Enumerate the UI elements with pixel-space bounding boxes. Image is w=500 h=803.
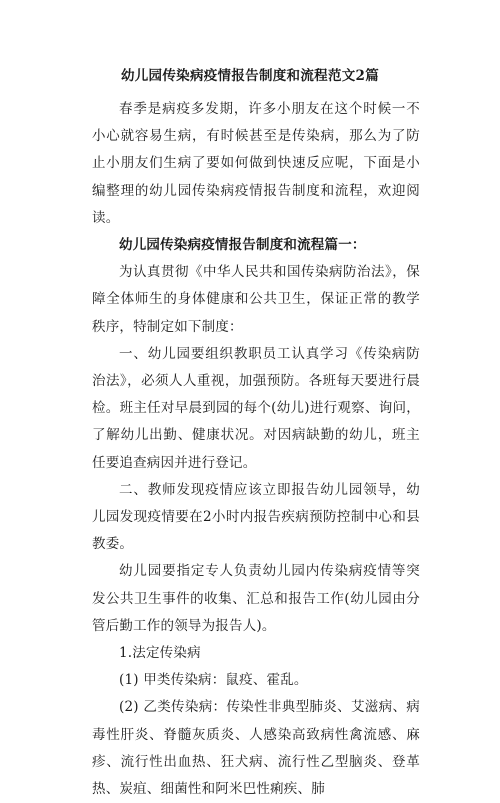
section-heading: 幼儿园传染病疫情报告制度和流程篇一： xyxy=(119,237,366,254)
document-title: 幼儿园传染病疫情报告制度和流程范文2篇 xyxy=(120,68,380,84)
paragraph: 为认真贯彻《中华人民共和国传染病防治法》，保障全体师生的身体健康和公共卫生，保证正常的教学秩序，特制定如下制度： xyxy=(92,264,420,335)
paragraph: 一、幼儿园要组织教职员工认真学习《传染病防治法》，必须人人重视，加强预防。各班每天要进行晨检。班主任对早晨到园的每个(幼儿)进行观察、询问，了解幼儿出勤、健康状况。对因病缺勤的幼儿，班主任要追查病因并进行登记。 xyxy=(92,345,420,471)
paragraph: 幼儿园要指定专人负责幼儿园内传染病疫情等突发公共卫生事件的收集、汇总和报告工作(幼儿园由分管后勤工作的领导为报告人)。 xyxy=(92,563,420,634)
paragraph: 二、教师发现疫情应该立即报告幼儿园领导，幼儿园发现疫情要在2小时内报告疾病预防控制中心和县教委。 xyxy=(92,481,420,553)
paragraph-intro: 春季是病疫多发期，许多小朋友在这个时候一不小心就容易生病，有时候甚至是传染病，那么为了防止小朋友们生病了要如何做到快速反应呢，下面是小编整理的幼儿园传染病疫情报告制度和流程，欢迎阅读。 xyxy=(92,101,420,226)
document-body xyxy=(92,96,420,803)
list-item: (2) 乙类传染病：传染性非典型肺炎、艾滋病、病毒性肝炎、脊髓灰质炎、人感染高致病性禽流感、麻疹、流行性出血热、狂犬病、流行性乙型脑炎、登革热、炭疽、细菌性和阿米巴性痢疾、肺 xyxy=(92,699,420,798)
list-item: (1) 甲类传染病：鼠疫、霍乱。 xyxy=(119,672,308,689)
list-heading: 1.法定传染病 xyxy=(119,645,201,662)
